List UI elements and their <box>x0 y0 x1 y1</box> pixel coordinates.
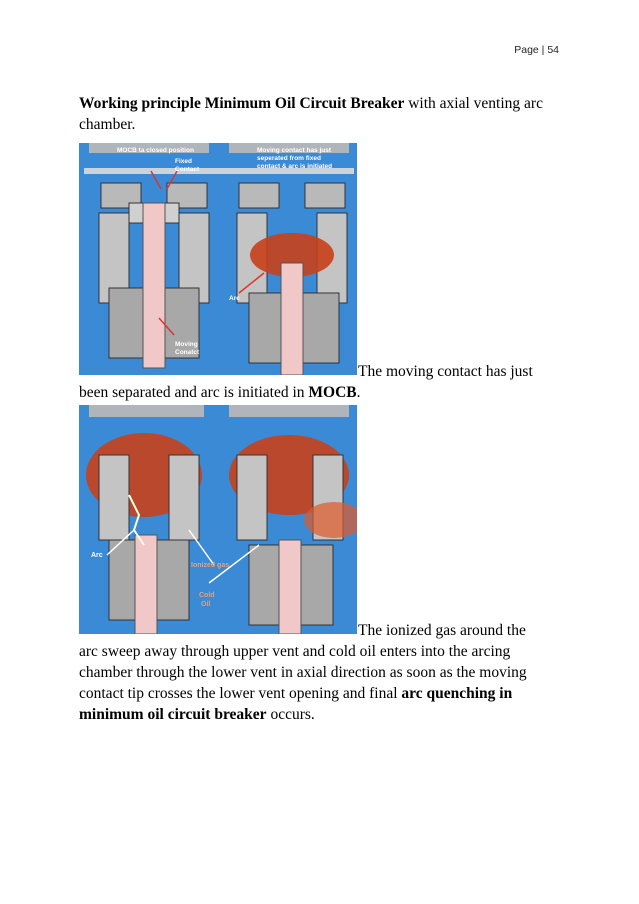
label-moving-sep-1: Moving contact has just <box>257 147 332 154</box>
label-ionized-gas: Ionized gas <box>191 562 230 569</box>
caption2-end: occurs. <box>266 706 315 723</box>
figure-mocb-arc-quenching <box>79 405 357 634</box>
page-number: Page | 54 <box>514 44 559 56</box>
caption2-body <box>79 641 564 725</box>
caption2-head: The ionized gas around the <box>358 622 526 639</box>
label-moving-sep-3: contact & arc is initiated <box>257 163 333 170</box>
caption2-text: arc sweep away through upper vent and cold oil enters into the arcing chamber through the lower vent in axial direction as soon as the moving contact tip crosses the lower vent opening and final <box>79 643 527 702</box>
label-fixed-2: Contact <box>175 166 200 173</box>
caption1-head: The moving contact has just <box>358 363 533 380</box>
caption2-bold: arc quenching in minimum oil circuit breaker <box>79 685 513 723</box>
intro-title: Working principle Minimum Oil Circuit Breaker <box>79 95 405 112</box>
caption1-period: . <box>356 384 361 401</box>
caption1-text: been separated and arc is initiated in <box>79 384 309 401</box>
intro-paragraph <box>79 93 564 135</box>
label-arc-2: Arc <box>91 552 103 559</box>
intro-text: with axial venting arc chamber. <box>79 95 543 133</box>
label-moving-sep-2: seperated from fixed <box>257 155 321 162</box>
caption1-tail <box>79 382 564 403</box>
label-moving-contact-2: Conatct <box>175 349 200 356</box>
caption1-bold: MOCB <box>308 384 357 401</box>
label-mocb-closed: MOCB ta closed position <box>117 147 194 154</box>
label-arc: Arc <box>229 295 240 302</box>
label-cold-1: Cold <box>199 592 215 599</box>
label-moving-contact-1: Moving <box>175 341 198 348</box>
label-fixed-1: Fixed <box>175 158 192 165</box>
label-cold-2: Oil <box>201 601 211 608</box>
figure-mocb-arc-initiation <box>79 143 357 375</box>
